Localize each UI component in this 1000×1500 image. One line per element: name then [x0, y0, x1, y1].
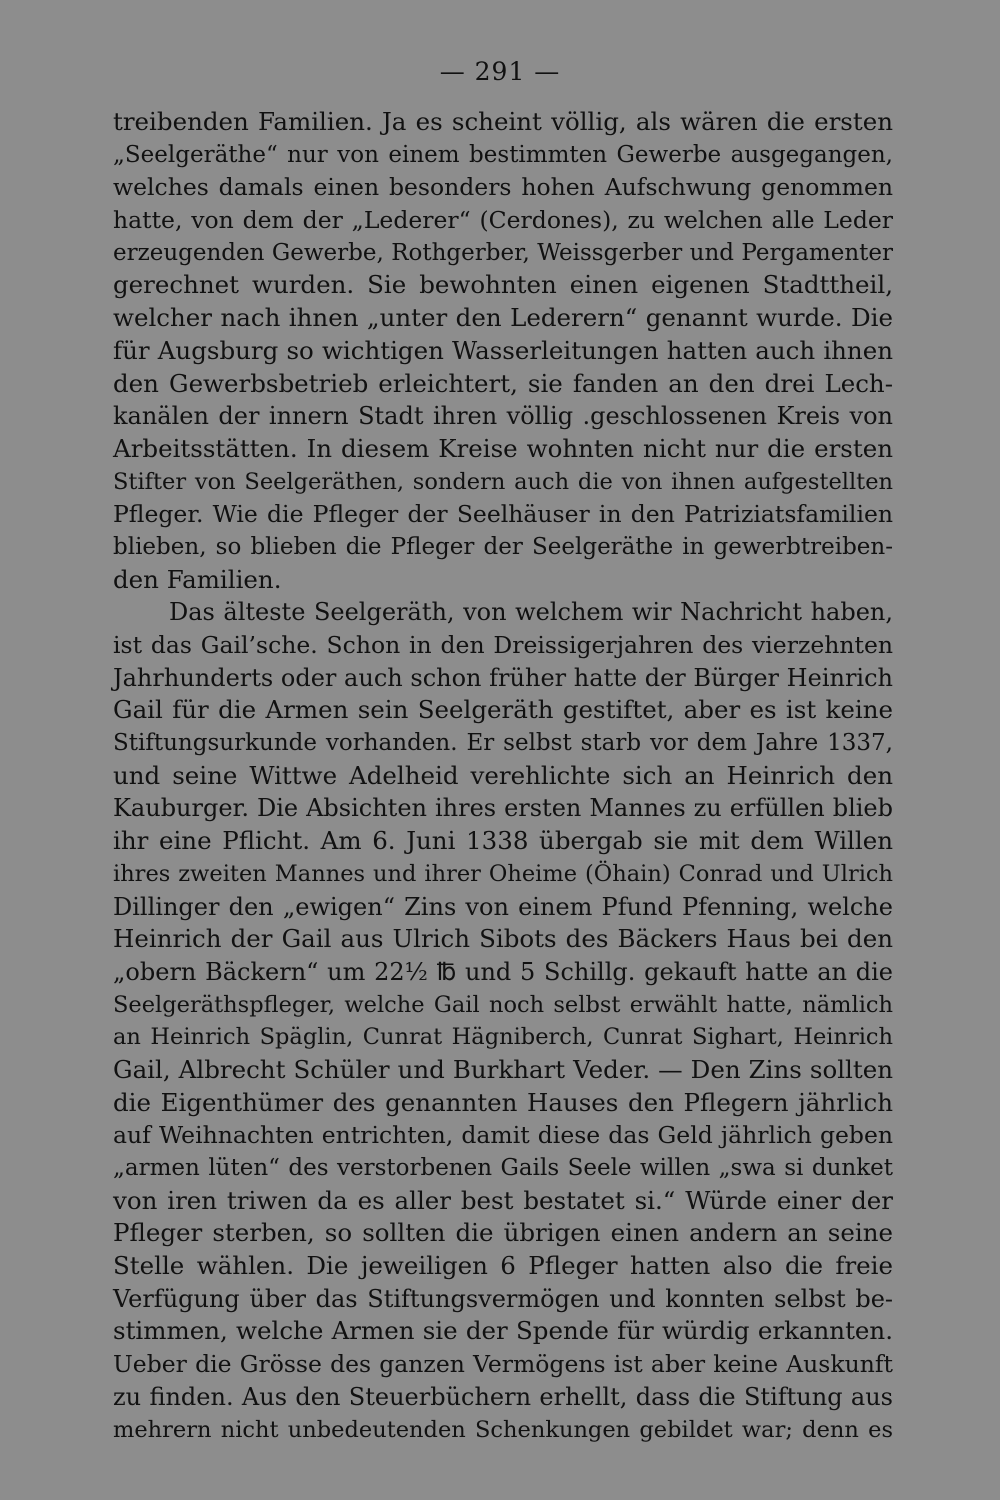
text-line: treibenden Familien. Ja es scheint völlig, als wären die ersten — [113, 107, 893, 136]
text-line: Gail für die Armen sein Seelgeräth gestiftet, aber es ist keine — [113, 695, 893, 725]
text-line: Gail, Albrecht Schüler und Burkhart Veder. — Den Zins sollten — [113, 1054, 893, 1084]
text-line: mehrern nicht unbedeutenden Schenkungen gebildet war; denn es — [113, 1416, 893, 1443]
text-line: Stifter von Seelgeräthen, sondern auch die von ihnen aufgestellten — [113, 468, 893, 495]
text-line: Dillinger den „ewigen“ Zins von einem Pfund Pfenning, welche — [113, 892, 893, 921]
text-line: gerechnet wurden. Sie bewohnten einen eigenen Stadttheil, — [113, 270, 893, 300]
text-line: an Heinrich Späglin, Cunrat Hägniberch, Cunrat Sighart, Heinrich — [113, 1024, 893, 1051]
text-line: „obern Bäckern“ um 22½ ℔ und 5 Schillg. gekauft hatte an die — [113, 957, 893, 986]
text-line: Seelgeräthspfleger, welche Gail noch selbst erwählt hatte, nämlich — [113, 991, 893, 1018]
text-line: ist das Gail’sche. Schon in den Dreissigerjahren des vierzehnten — [113, 631, 893, 659]
text-line: ihres zweiten Mannes und ihrer Oheime (Öhain) Conrad und Ulrich — [113, 860, 893, 887]
text-line: Jahrhunderts oder auch schon früher hatte der Bürger Heinrich — [113, 663, 893, 692]
text-line: und seine Wittwe Adelheid verehlichte sich an Heinrich den — [113, 760, 893, 790]
text-line: Heinrich der Gail aus Ulrich Sibots des Bäckers Haus bei den — [113, 924, 893, 954]
text-line: Das älteste Seelgeräth, von welchem wir Nachricht haben, — [169, 598, 893, 627]
page-number: — 291 — — [439, 57, 561, 86]
text-line: Pfleger. Wie die Pfleger der Seelhäuser in den Patriziatsfamilien — [113, 500, 893, 529]
text-line: blieben, so blieben die Pfleger der Seelgeräthe in gewerbtreiben- — [113, 533, 893, 560]
text-line: ihr eine Pflicht. Am 6. Juni 1338 übergab sie mit dem Willen — [113, 826, 893, 856]
text-line: den Familien. — [113, 564, 282, 594]
text-line: die Eigenthümer des genannten Hauses den Pflegern jährlich — [113, 1087, 893, 1117]
text-line: erzeugenden Gewerbe, Rothgerber, Weissgerber und Pergamenter — [113, 239, 893, 266]
body-text — [113, 106, 893, 1446]
text-line: Arbeitsstätten. In diesem Kreise wohnten nicht nur die ersten — [113, 433, 893, 463]
text-line: hatte, von dem der „Lederer“ (Cerdones), zu welchen alle Leder — [113, 206, 893, 235]
text-line: zu finden. Aus den Steuerbüchern erhellt, dass die Stiftung aus — [113, 1382, 893, 1411]
text-line: stimmen, welche Armen sie der Spende für würdig erkannten. — [113, 1316, 893, 1346]
text-line: welches damals einen besonders hohen Aufschwung genommen — [113, 173, 893, 202]
text-line: auf Weihnachten entrichten, damit diese das Geld jährlich geben — [113, 1121, 893, 1150]
text-line: welcher nach ihnen „unter den Lederern“ genannt wurde. Die — [113, 303, 893, 333]
text-line: Verfügung über das Stiftungsvermögen und konnten selbst be- — [113, 1284, 893, 1313]
text-line: den Gewerbsbetrieb erleichtert, sie fanden an den drei Lech- — [113, 368, 893, 398]
text-line: Pfleger sterben, so sollten die übrigen einen andern an seine — [113, 1218, 893, 1248]
text-line: von iren triwen da es aller best bestatet si.“ Würde einer der — [113, 1185, 893, 1215]
text-line: Kauburger. Die Absichten ihres ersten Mannes zu erfüllen blieb — [113, 794, 893, 823]
text-line: Ueber die Grösse des ganzen Vermögens ist aber keine Auskunft — [113, 1350, 893, 1379]
text-line: „armen lüten“ des verstorbenen Gails Seele willen „swa si dunket — [113, 1155, 893, 1181]
text-line: kanälen der innern Stadt ihren völlig .geschlossenen Kreis von — [113, 402, 893, 431]
text-line: Stelle wählen. Die jeweiligen 6 Pfleger hatten also die freie — [113, 1251, 893, 1281]
text-line: „Seelgeräthe“ nur von einem bestimmten Gewerbe ausgegangen, — [113, 141, 893, 168]
text-line: für Augsburg so wichtigen Wasserleitungen hatten auch ihnen — [113, 335, 893, 365]
text-line: Stiftungsurkunde vorhanden. Er selbst starb vor dem Jahre 1337, — [113, 730, 893, 757]
